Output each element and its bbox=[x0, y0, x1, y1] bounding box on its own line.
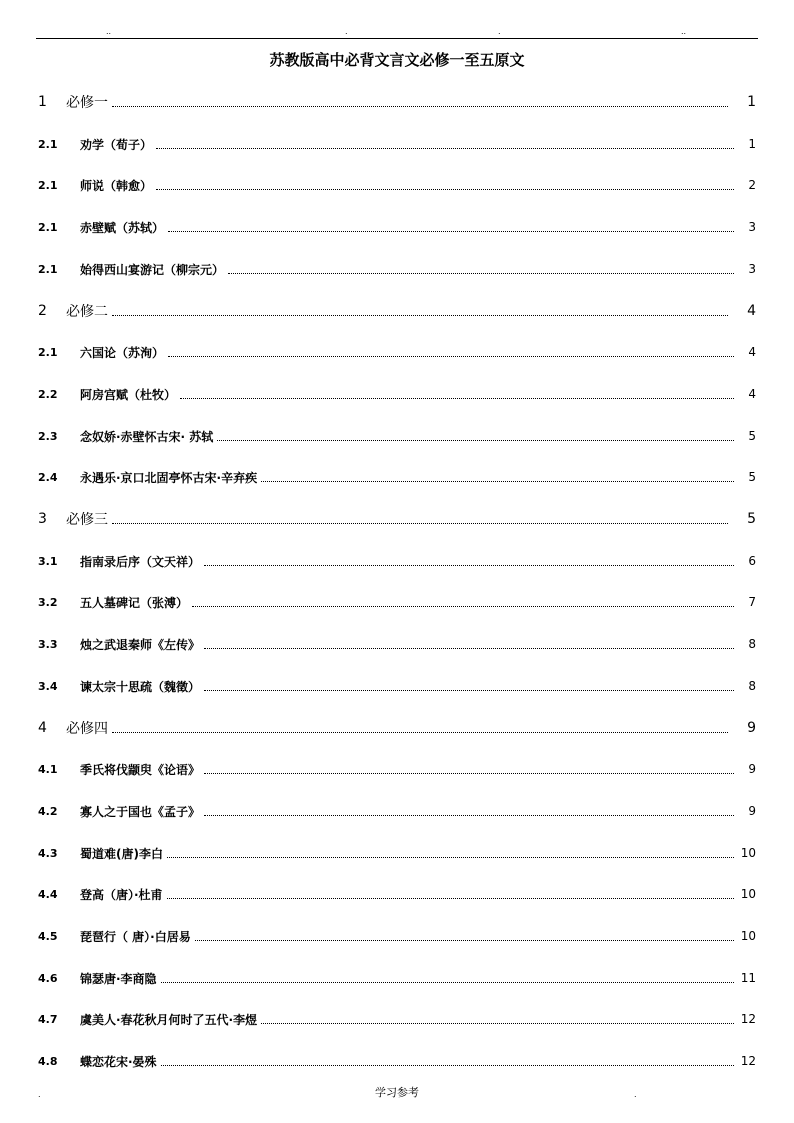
dot-leader bbox=[192, 606, 734, 607]
toc-section-entry[interactable] bbox=[38, 843, 756, 863]
dot-leader bbox=[112, 523, 728, 524]
header-rule bbox=[36, 38, 758, 39]
dot-leader bbox=[112, 106, 728, 107]
toc-entry-title[interactable]: 琵琶行（ 唐）·白居易 bbox=[80, 929, 191, 944]
toc-section-entry[interactable] bbox=[38, 426, 756, 446]
dot-leader bbox=[217, 440, 734, 441]
toc-entry-number: 4.7 bbox=[38, 1012, 58, 1026]
footer-mark: . bbox=[634, 1090, 637, 1099]
toc-section-entry[interactable] bbox=[38, 467, 756, 487]
dot-leader bbox=[156, 148, 734, 149]
dot-leader bbox=[204, 815, 734, 816]
toc-section-entry[interactable] bbox=[38, 134, 756, 154]
toc-page-number: 11 bbox=[740, 971, 756, 985]
toc-page-number: 10 bbox=[740, 887, 756, 901]
footer-mark: . bbox=[38, 1090, 41, 1099]
toc-page-number: 8 bbox=[748, 679, 756, 693]
toc-chapter-entry[interactable] bbox=[38, 301, 756, 321]
toc-entry-number: 4.6 bbox=[38, 971, 58, 985]
toc-page-number: 10 bbox=[740, 929, 756, 943]
toc-page-number: 9 bbox=[747, 720, 756, 736]
dot-leader bbox=[112, 315, 728, 316]
toc-page-number: 1 bbox=[748, 137, 756, 151]
toc-entry-title[interactable]: 虞美人·春花秋月何时了五代·李煜 bbox=[80, 1012, 258, 1027]
toc-entry-number: 4 bbox=[38, 720, 47, 736]
toc-entry-title[interactable]: 季氏将伐颛臾《论语》 bbox=[80, 762, 201, 777]
toc-page-number: 7 bbox=[748, 595, 756, 609]
toc-entry-number: 2.1 bbox=[38, 262, 58, 276]
toc-page-number: 4 bbox=[748, 387, 756, 401]
dot-leader bbox=[161, 1065, 734, 1066]
toc-entry-number: 3 bbox=[38, 511, 47, 527]
toc-entry-title[interactable]: 必修四 bbox=[66, 721, 108, 737]
toc-entry-number: 4.5 bbox=[38, 929, 58, 943]
dot-leader bbox=[228, 273, 734, 274]
toc-section-entry[interactable] bbox=[38, 175, 756, 195]
toc-page-number: 12 bbox=[740, 1012, 756, 1026]
toc-page-number: 2 bbox=[748, 178, 756, 192]
toc-page-number: 3 bbox=[748, 262, 756, 276]
dot-leader bbox=[168, 356, 734, 357]
toc-entry-number: 3.2 bbox=[38, 595, 58, 609]
toc-entry-title[interactable]: 劝学（荀子） bbox=[80, 137, 153, 152]
toc-entry-title[interactable]: 烛之武退秦师《左传》 bbox=[80, 637, 201, 652]
dot-leader bbox=[161, 982, 734, 983]
dot-leader bbox=[261, 1023, 734, 1024]
toc-entry-number: 4.8 bbox=[38, 1054, 58, 1068]
toc-entry-number: 2.1 bbox=[38, 220, 58, 234]
toc-page-number: 10 bbox=[740, 846, 756, 860]
toc-section-entry[interactable] bbox=[38, 634, 756, 654]
toc-entry-title[interactable]: 五人墓碑记（张溥） bbox=[80, 595, 189, 610]
toc-entry-number: 2.3 bbox=[38, 429, 58, 443]
dot-leader bbox=[204, 773, 734, 774]
toc-page-number: 9 bbox=[748, 762, 756, 776]
toc-entry-title[interactable]: 阿房宫赋（杜牧） bbox=[80, 387, 177, 402]
toc-chapter-entry[interactable] bbox=[38, 509, 756, 529]
toc-entry-title[interactable]: 谏太宗十思疏（魏徵） bbox=[80, 679, 201, 694]
toc-entry-title[interactable]: 始得西山宴游记（柳宗元） bbox=[80, 262, 225, 277]
header-mark: .. bbox=[681, 27, 687, 36]
toc-section-entry[interactable] bbox=[38, 217, 756, 237]
toc-chapter-entry[interactable] bbox=[38, 92, 756, 112]
toc-section-entry[interactable] bbox=[38, 759, 756, 779]
toc-chapter-entry[interactable] bbox=[38, 718, 756, 738]
toc-entry-number: 3.4 bbox=[38, 679, 58, 693]
dot-leader bbox=[204, 565, 734, 566]
toc-entry-number: 2.2 bbox=[38, 387, 58, 401]
toc-page-number: 5 bbox=[748, 470, 756, 484]
toc-page-number: 5 bbox=[747, 511, 756, 527]
toc-entry-title[interactable]: 指南录后序（文天祥） bbox=[80, 554, 201, 569]
toc-entry-title[interactable]: 师说（韩愈） bbox=[80, 178, 153, 193]
toc-section-entry[interactable] bbox=[38, 592, 756, 612]
header-mark: . bbox=[498, 27, 501, 36]
dot-leader bbox=[168, 231, 734, 232]
toc-section-entry[interactable] bbox=[38, 1051, 756, 1071]
toc-entry-number: 3.3 bbox=[38, 637, 58, 651]
toc-entry-title[interactable]: 蜀道难(唐)李白 bbox=[80, 846, 163, 861]
toc-entry-title[interactable]: 赤壁赋（苏轼） bbox=[80, 220, 165, 235]
header-mark: .. bbox=[106, 27, 112, 36]
toc-section-entry[interactable] bbox=[38, 968, 756, 988]
header-mark: . bbox=[345, 27, 348, 36]
toc-page-number: 1 bbox=[747, 94, 756, 110]
dot-leader bbox=[204, 690, 734, 691]
toc-section-entry[interactable] bbox=[38, 676, 756, 696]
toc-entry-number: 4.3 bbox=[38, 846, 58, 860]
toc-entry-number: 2.1 bbox=[38, 345, 58, 359]
dot-leader bbox=[112, 732, 728, 733]
toc-entry-title[interactable]: 必修二 bbox=[66, 304, 108, 320]
document-title: 苏教版高中必背文言文必修一至五原文 bbox=[269, 51, 525, 69]
toc-page-number: 6 bbox=[748, 554, 756, 568]
dot-leader bbox=[156, 189, 734, 190]
toc-entry-number: 1 bbox=[38, 94, 47, 110]
toc-section-entry[interactable] bbox=[38, 384, 756, 404]
toc-section-entry[interactable] bbox=[38, 801, 756, 821]
toc-section-entry[interactable] bbox=[38, 1009, 756, 1029]
toc-entry-title[interactable]: 蝶恋花宋·晏殊 bbox=[80, 1054, 157, 1069]
dot-leader bbox=[195, 940, 734, 941]
toc-entry-number: 4.1 bbox=[38, 762, 58, 776]
toc-page-number: 5 bbox=[748, 429, 756, 443]
dot-leader bbox=[204, 648, 734, 649]
toc-section-entry[interactable] bbox=[38, 342, 756, 362]
toc-section-entry[interactable] bbox=[38, 884, 756, 904]
toc-entry-number: 4.2 bbox=[38, 804, 58, 818]
toc-page-number: 3 bbox=[748, 220, 756, 234]
toc-entry-title[interactable]: 寡人之于国也《孟子》 bbox=[80, 804, 201, 819]
footer-text: 学习参考 bbox=[375, 1086, 419, 1099]
toc-section-entry[interactable] bbox=[38, 259, 756, 279]
toc-page-number: 9 bbox=[748, 804, 756, 818]
toc-entry-title[interactable]: 登高（唐）·杜甫 bbox=[80, 887, 163, 902]
dot-leader bbox=[167, 898, 734, 899]
toc-page-number: 4 bbox=[748, 345, 756, 359]
dot-leader bbox=[167, 857, 734, 858]
toc-entry-title[interactable]: 永遇乐·京口北固亭怀古宋·辛弃疾 bbox=[80, 470, 258, 485]
toc-entry-title[interactable]: 念奴娇·赤壁怀古宋· 苏轼 bbox=[80, 429, 214, 444]
toc-entry-title[interactable]: 六国论（苏洵） bbox=[80, 345, 165, 360]
toc-entry-title[interactable]: 必修一 bbox=[66, 95, 108, 111]
toc-section-entry[interactable] bbox=[38, 926, 756, 946]
toc-entry-title[interactable]: 必修三 bbox=[66, 512, 108, 528]
toc-entry-number: 2.1 bbox=[38, 178, 58, 192]
dot-leader bbox=[180, 398, 734, 399]
toc-page-number: 8 bbox=[748, 637, 756, 651]
toc-entry-number: 2.4 bbox=[38, 470, 58, 484]
toc-entry-number: 3.1 bbox=[38, 554, 58, 568]
toc-page-number: 12 bbox=[740, 1054, 756, 1068]
toc-page-number: 4 bbox=[747, 303, 756, 319]
toc-entry-number: 2 bbox=[38, 303, 47, 319]
toc-entry-number: 4.4 bbox=[38, 887, 58, 901]
toc-entry-number: 2.1 bbox=[38, 137, 58, 151]
dot-leader bbox=[261, 481, 734, 482]
toc-section-entry[interactable] bbox=[38, 551, 756, 571]
toc-entry-title[interactable]: 锦瑟唐·李商隐 bbox=[80, 971, 157, 986]
